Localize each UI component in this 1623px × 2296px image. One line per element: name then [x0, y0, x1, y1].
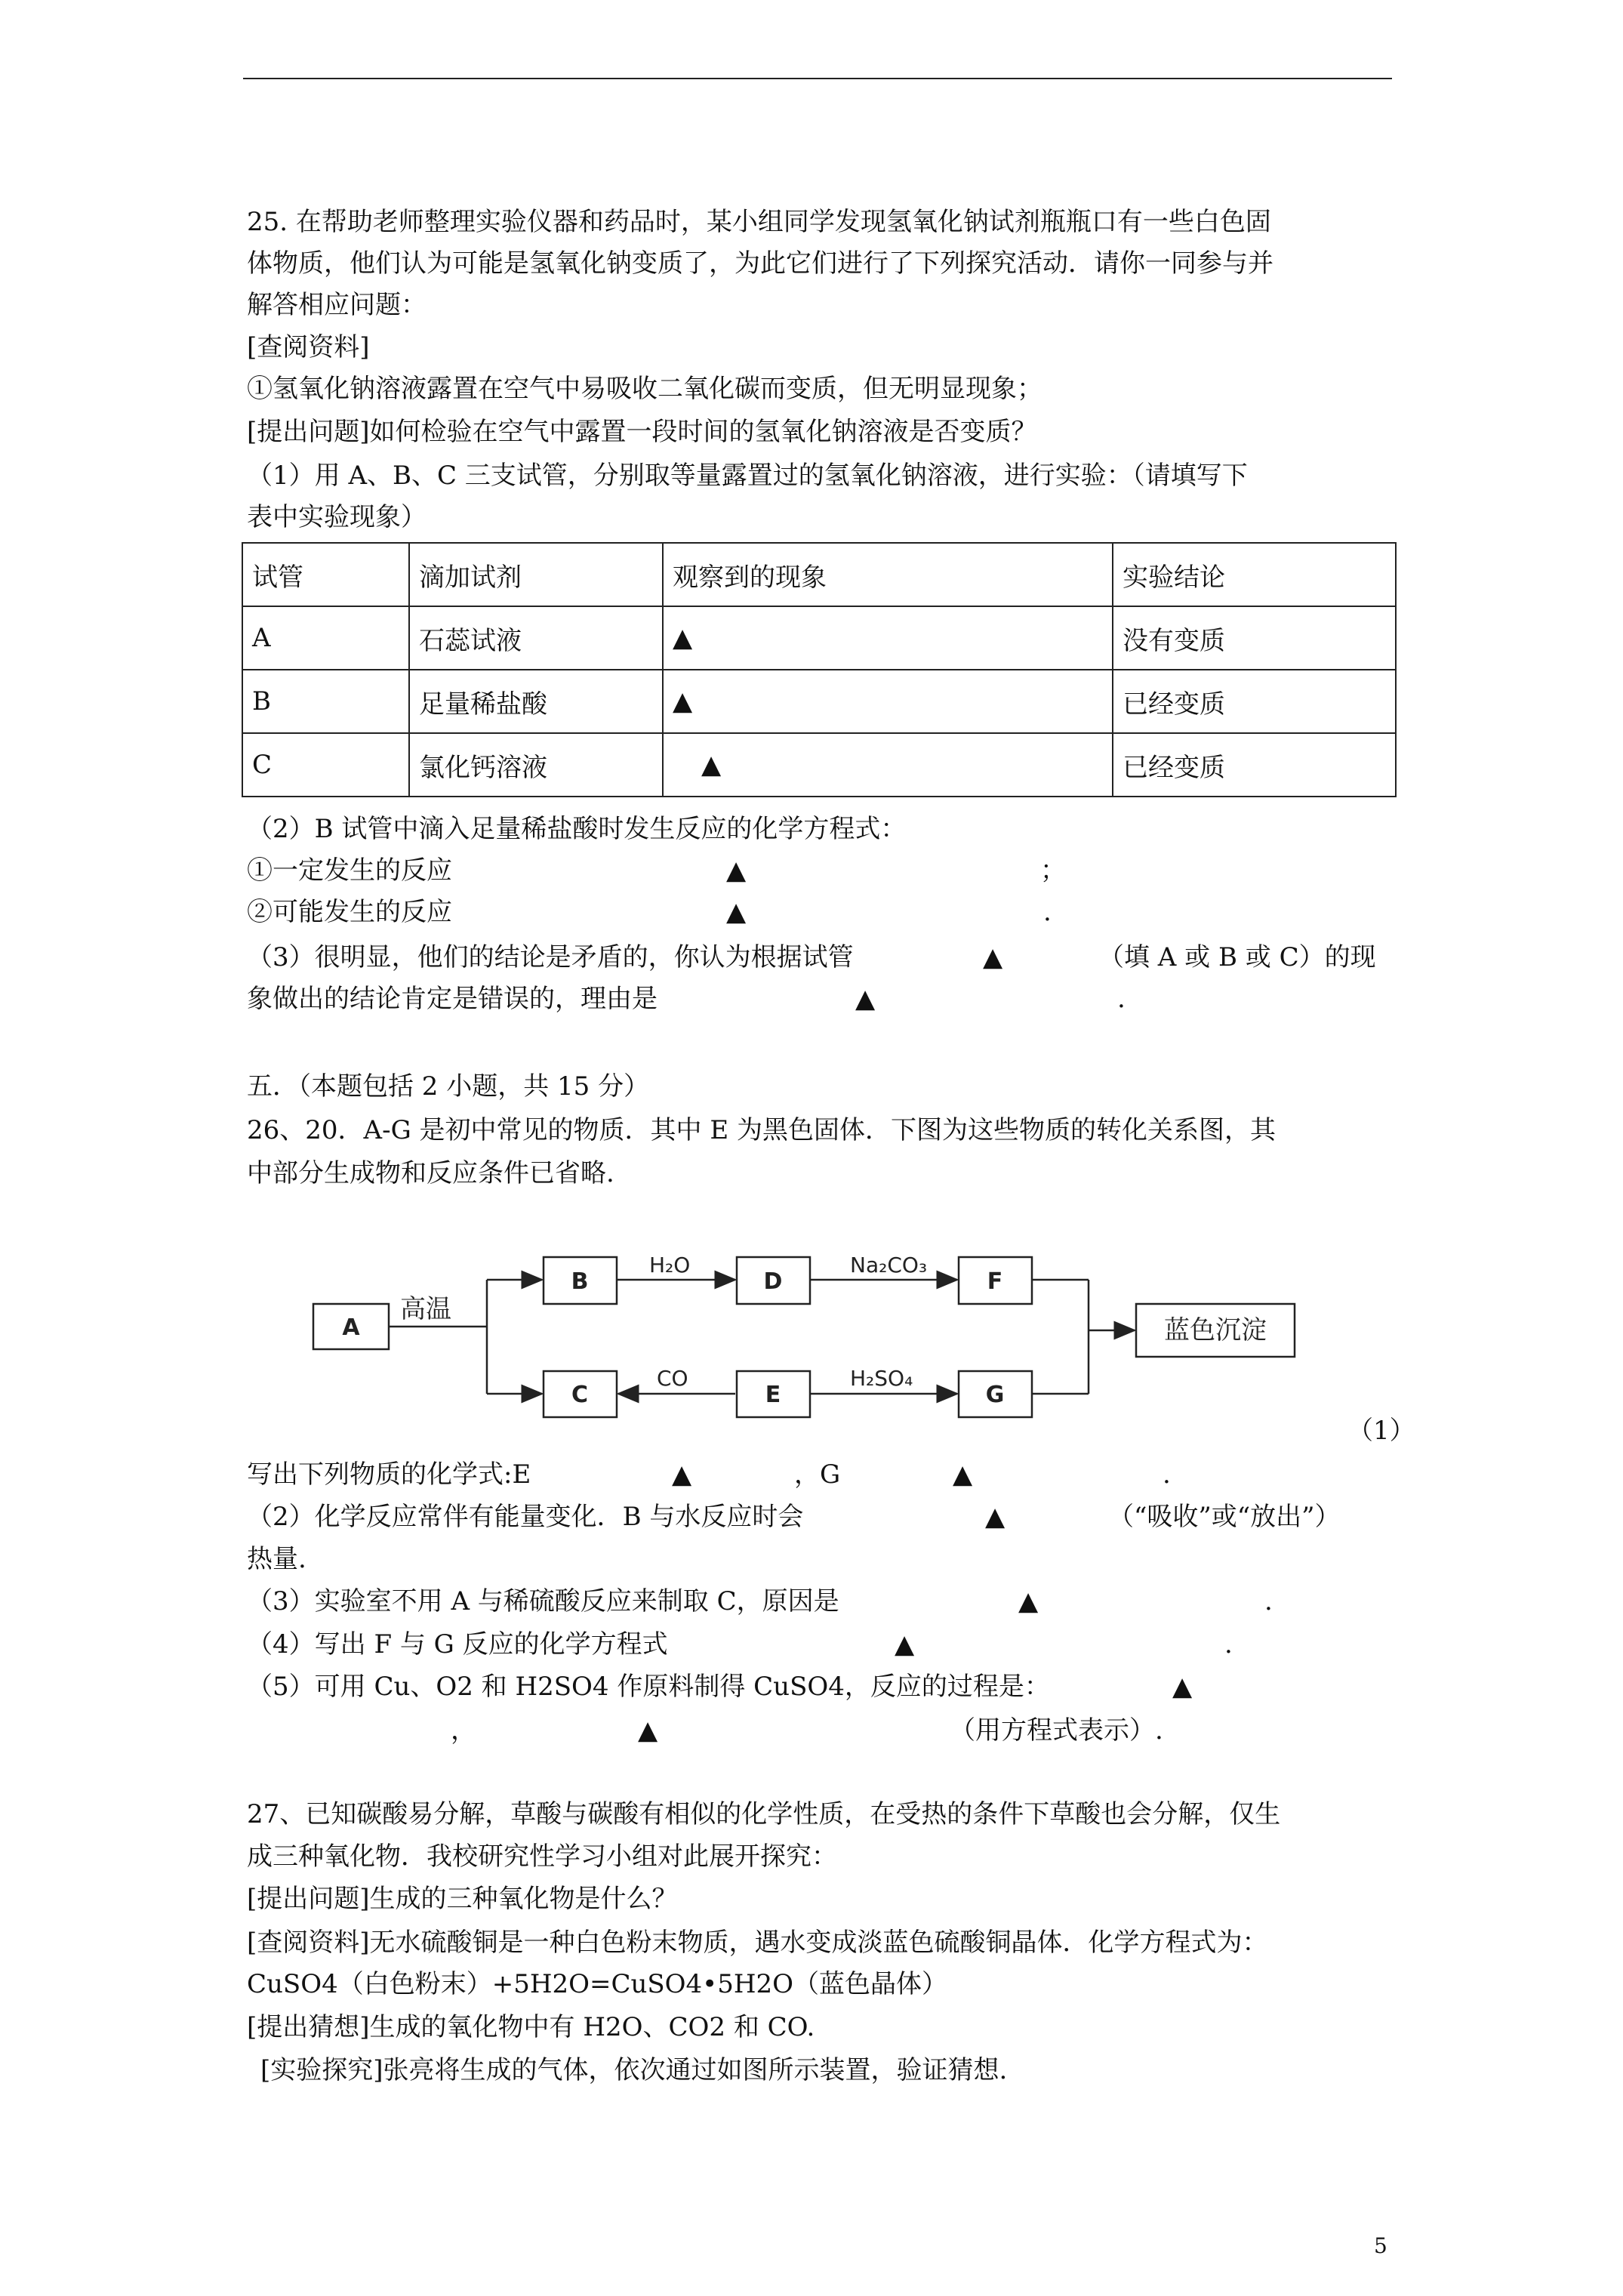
node-c-label: C — [571, 1382, 589, 1408]
answer-blank: ▲ — [672, 1459, 692, 1490]
answer-blank: ▲ — [895, 1629, 915, 1660]
answer-blank: ▲ — [663, 733, 1113, 797]
q26-p1-text-a: 写出下列物质的化学式:E — [247, 1459, 531, 1490]
table-header: 滴加试剂 — [409, 543, 663, 606]
q25-part2-a: ①一定发生的反应 — [247, 855, 452, 886]
edge-label-co: CO — [657, 1366, 688, 1391]
punctuation: . — [1043, 897, 1052, 927]
edge-label-water: H₂O — [649, 1253, 691, 1277]
node-result-label: 蓝色沉淀 — [1164, 1315, 1267, 1345]
table-header-row — [242, 543, 1396, 606]
table-cell: 已经变质 — [1113, 670, 1396, 733]
q26-line2: 中部分生成物和反应条件已省略. — [247, 1158, 614, 1188]
q26-p1-text-b: ，G — [794, 1459, 841, 1490]
table-row — [242, 606, 1396, 670]
punctuation: . — [1163, 1459, 1171, 1490]
header-rule — [243, 78, 1392, 79]
table-cell: 已经变质 — [1113, 733, 1396, 797]
answer-blank: ▲ — [726, 855, 747, 886]
q26-p3: （3）实验室不用 A 与稀硫酸反应来制取 C，原因是 — [247, 1586, 839, 1616]
answer-blank: ▲ — [663, 670, 1113, 733]
node-g-label: G — [985, 1382, 1005, 1408]
q26-p2-b: （“吸收”或“放出”） — [1108, 1502, 1341, 1532]
table-cell: A — [242, 606, 409, 670]
q27-equation: CuSO4（白色粉末）+5H2O=CuSO4•5H2O（蓝色晶体） — [247, 1969, 948, 1999]
conversion-diagram — [302, 1223, 1313, 1419]
section-heading: 五．（本题包括 2 小题，共 15 分） — [247, 1071, 650, 1102]
q27-lookup: [查阅资料]无水硫酸铜是一种白色粉末物质，遇水变成淡蓝色硫酸铜晶体．化学方程式为： — [247, 1928, 1268, 1958]
experiment-table — [242, 542, 1397, 797]
punctuation: . — [1264, 1586, 1273, 1616]
q25-lookup-header: [查阅资料] — [247, 332, 370, 362]
q25-question: [提出问题]如何检验在空气中露置一段时间的氢氧化钠溶液是否变质？ — [247, 417, 1037, 447]
answer-blank: ▲ — [1172, 1672, 1193, 1702]
page-number: 5 — [1374, 2233, 1387, 2258]
q26-p4: （4）写出 F 与 G 反应的化学方程式 — [247, 1629, 668, 1660]
q25-line2: 体物质，他们认为可能是氢氧化钠变质了，为此它们进行了下列探究活动．请你一同参与并 — [247, 248, 1273, 279]
q25-part3-b: （填 A 或 B 或 C）的现 — [1098, 942, 1376, 972]
punctuation: . — [1224, 1629, 1233, 1660]
answer-blank: ▲ — [663, 606, 1113, 670]
q25-part3-a: （3）很明显，他们的结论是矛盾的，你认为根据试管 — [247, 942, 854, 972]
q27-experiment: [实验探究]张亮将生成的气体，依次通过如图所示装置，验证猜想. — [260, 2055, 1008, 2085]
q25-part1-line1: （1）用 A、B、C 三支试管，分别取等量露置过的氢氧化钠溶液，进行实验：（请填写下 — [247, 461, 1248, 491]
table-cell: 石蕊试液 — [409, 606, 663, 670]
table-cell: 氯化钙溶液 — [409, 733, 663, 797]
answer-blank: ▲ — [983, 942, 1003, 972]
q27-line1: 27、已知碳酸易分解，草酸与碳酸有相似的化学性质，在受热的条件下草酸也会分解，仅生 — [247, 1799, 1281, 1829]
answer-blank: ▲ — [726, 897, 747, 927]
punctuation: ； — [1040, 855, 1066, 886]
q27-question: [提出问题]生成的三种氧化物是什么？ — [247, 1884, 678, 1914]
q26-line1: 26、20．A-G 是初中常见的物质．其中 E 为黑色固体．下图为这些物质的转化关系图，其 — [247, 1115, 1276, 1145]
edge-label-sodium-carbonate: Na₂CO₃ — [850, 1253, 928, 1277]
answer-blank: ▲ — [953, 1459, 973, 1490]
table-header: 实验结论 — [1113, 543, 1396, 606]
q27-line2: 成三种氧化物．我校研究性学习小组对此展开探究： — [247, 1841, 837, 1872]
node-b-label: B — [571, 1268, 589, 1295]
table-header: 试管 — [242, 543, 409, 606]
q26-p5: （5）可用 Cu、O2 和 H2SO4 作原料制得 CuSO4，反应的过程是： — [247, 1672, 1050, 1702]
table-row — [242, 670, 1396, 733]
q26-p1-num: （1） — [1347, 1416, 1415, 1446]
table-cell: C — [242, 733, 409, 797]
answer-blank: ▲ — [638, 1715, 658, 1746]
q25-line3: 解答相应问题： — [247, 290, 427, 320]
q25-part2-b: ②可能发生的反应 — [247, 897, 452, 927]
punctuation: ， — [451, 1715, 476, 1746]
q26-p5-tail: （用方程式表示）. — [950, 1715, 1163, 1746]
q25-part2: （2）B 试管中滴入足量稀盐酸时发生反应的化学方程式： — [247, 814, 907, 844]
q25-part3-line2: 象做出的结论肯定是错误的，理由是 — [247, 984, 658, 1014]
node-d-label: D — [763, 1268, 783, 1295]
q25-line1: 25. 在帮助老师整理实验仪器和药品时，某小组同学发现氢氧化钠试剂瓶瓶口有一些白色固 — [247, 207, 1271, 237]
table-cell: 没有变质 — [1113, 606, 1396, 670]
table-cell: B — [242, 670, 409, 733]
q25-part1-line2: 表中实验现象） — [247, 502, 427, 532]
table-header: 观察到的现象 — [663, 543, 1113, 606]
table-row — [242, 733, 1396, 797]
edge-label-sulfuric-acid: H₂SO₄ — [850, 1366, 913, 1391]
node-f-label: F — [987, 1268, 1003, 1295]
node-e-label: E — [765, 1382, 781, 1408]
edge-label-high-temp: 高温 — [400, 1294, 451, 1324]
answer-blank: ▲ — [1018, 1586, 1039, 1616]
node-a-label: A — [342, 1314, 360, 1341]
answer-blank: ▲ — [985, 1502, 1006, 1532]
q27-hypothesis: [提出猜想]生成的氧化物中有 H2O、CO2 和 CO. — [247, 2012, 815, 2042]
table-cell: 足量稀盐酸 — [409, 670, 663, 733]
answer-blank: ▲ — [855, 984, 876, 1014]
q25-lookup-1: ①氢氧化钠溶液露置在空气中易吸收二氧化碳而变质，但无明显现象； — [247, 374, 1042, 404]
q26-p2-a: （2）化学反应常伴有能量变化．B 与水反应时会 — [247, 1502, 804, 1532]
punctuation: . — [1117, 984, 1126, 1014]
q26-p2-c: 热量. — [247, 1544, 306, 1574]
